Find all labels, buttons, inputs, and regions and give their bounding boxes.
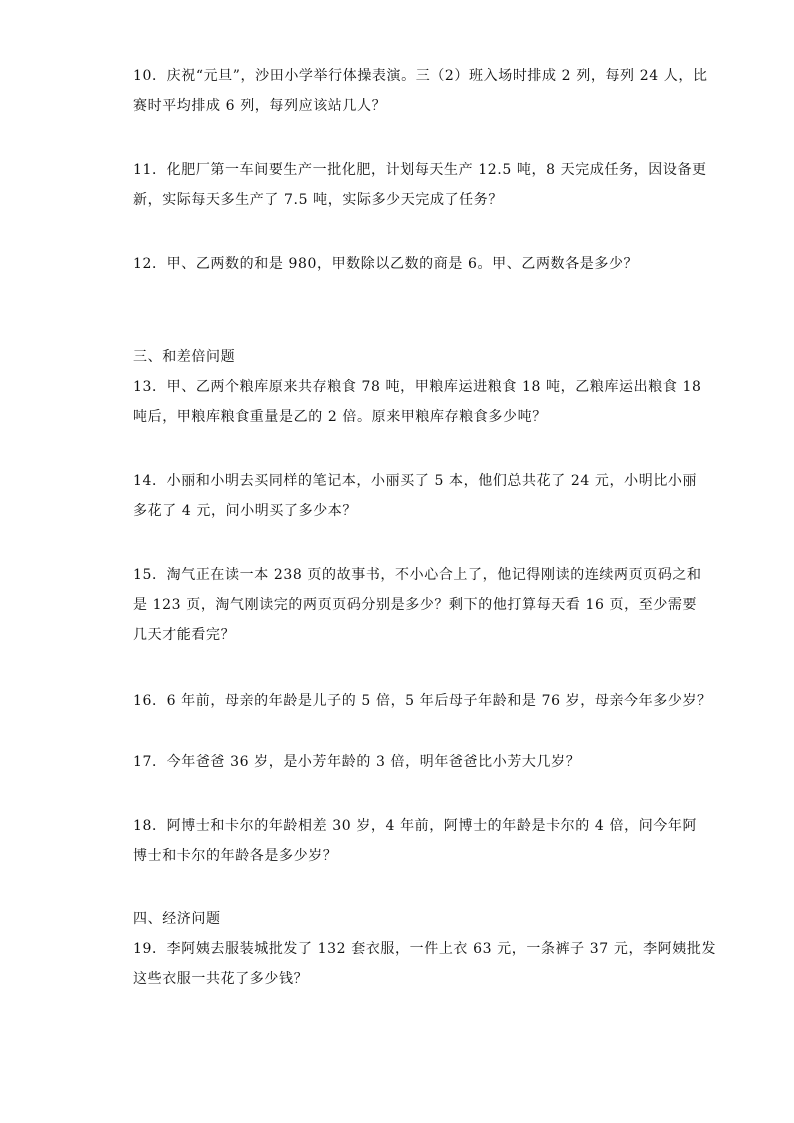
question-16: [133, 686, 712, 716]
question-line: 13．甲、乙两个粮库原来共存粮食 78 吨，甲粮库运进粮食 18 吨，乙粮库运出粮食 18: [133, 379, 702, 395]
question-12: [133, 249, 668, 279]
question-line: 15．淘气正在读一本 238 页的故事书，不小心合上了，他记得刚读的连续两页页码之和: [133, 567, 702, 583]
question-17: [133, 747, 668, 777]
question-line: 博士和卡尔的年龄各是多少岁？: [133, 848, 338, 864]
question-line: 新，实际每天多生产了 7.5 吨，实际多少天完成了任务？: [133, 192, 503, 208]
question-line: 吨后，甲粮库粮食重量是乙的 2 倍。原来甲粮库存粮食多少吨？: [133, 409, 547, 425]
question-14: [133, 466, 698, 526]
question-11: [133, 155, 707, 215]
question-15: [133, 560, 702, 650]
question-line: 赛时平均排成 6 列，每列应该站几人？: [133, 98, 387, 114]
section-heading: 四、经济问题: [133, 911, 221, 927]
question-line: 17．今年爸爸 36 岁，是小芳年龄的 3 倍，明年爸爸比小芳大几岁？: [133, 754, 581, 770]
question-line: 多花了 4 元，问小明买了多少本？: [133, 503, 358, 519]
question-18: [133, 811, 698, 871]
question-line: 11．化肥厂第一车间要生产一批化肥，计划每天生产 12.5 吨，8 天完成任务，因设备更: [133, 162, 707, 178]
question-line: 12．甲、乙两数的和是 980，甲数除以乙数的商是 6。甲、乙两数各是多少？: [133, 256, 639, 272]
section-4: [133, 904, 717, 994]
question-10: [133, 61, 708, 121]
question-line: 10．庆祝“元旦”，沙田小学举行体操表演。三（2）班入场时排成 2 列，每列 24 人，比: [133, 68, 708, 84]
question-line: 是 123 页，淘气刚读完的两页页码分别是多少？剩下的他打算每天看 16 页，至少需要: [133, 597, 698, 613]
question-line: 几天才能看完？: [133, 627, 236, 643]
question-line: 14．小丽和小明去买同样的笔记本，小丽买了 5 本，他们总共花了 24 元，小明比小丽: [133, 473, 698, 489]
section-heading: 三、和差倍问题: [133, 349, 236, 365]
question-line: 16．6 年前，母亲的年龄是儿子的 5 倍，5 年后母子年龄和是 76 岁，母亲今年多少岁？: [133, 693, 712, 709]
question-line: 19．李阿姨去服装城批发了 132 套衣服，一件上衣 63 元，一条裤子 37 元，李阿姨批发: [133, 941, 717, 957]
section-3: [133, 342, 702, 432]
question-line: 这些衣服一共花了多少钱？: [133, 971, 309, 987]
question-line: 18．阿博士和卡尔的年龄相差 30 岁，4 年前，阿博士的年龄是卡尔的 4 倍，问今年阿: [133, 818, 698, 834]
